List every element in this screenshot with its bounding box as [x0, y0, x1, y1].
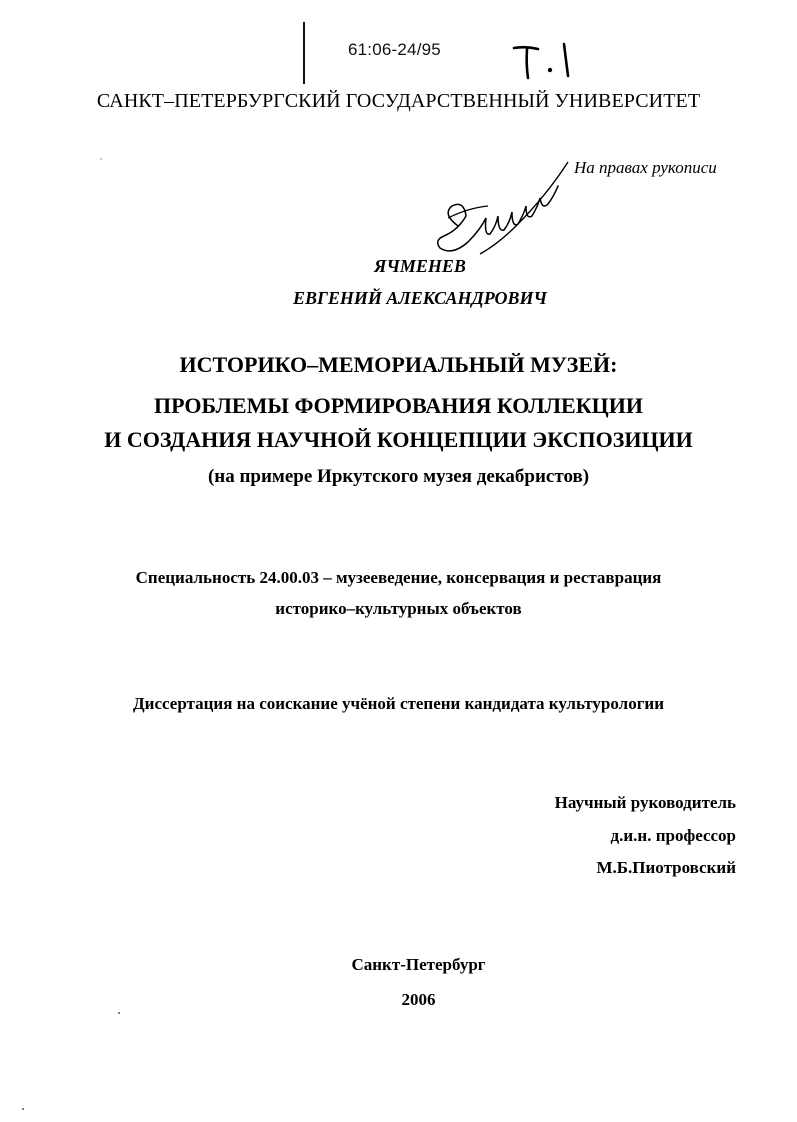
thesis-title-line-1: ИСТОРИКО–МЕМОРИАЛЬНЫЙ МУЗЕЙ:	[179, 352, 618, 377]
specialty-line-2: историко–культурных объектов	[275, 599, 522, 618]
university-name: САНКТ–ПЕТЕРБУРГСКИЙ ГОСУДАРСТВЕННЫЙ УНИВЕРСИТЕТ	[96, 90, 701, 112]
thesis-subtitle: (на примере Иркутского музея декабристов)	[207, 466, 590, 487]
scan-speck	[118, 1012, 120, 1014]
publication-city: Санкт-Петербург	[351, 955, 486, 974]
scan-speck	[100, 158, 102, 160]
handwritten-volume-note	[500, 32, 590, 84]
supervisor-role: Научный руководитель	[554, 793, 736, 812]
thesis-title-line-2: ПРОБЛЕМЫ ФОРМИРОВАНИЯ КОЛЛЕКЦИИ	[153, 393, 644, 418]
manuscript-rights-note: На правах рукописи	[574, 158, 717, 177]
specialty-line-1: Специальность 24.00.03 – музееведение, консервация и реставрация	[135, 568, 662, 587]
author-surname: ЯЧМЕНЕВ	[374, 256, 466, 276]
publication-year: 2006	[401, 990, 436, 1009]
author-signature	[428, 156, 588, 262]
thesis-title-line-3: И СОЗДАНИЯ НАУЧНОЙ КОНЦЕПЦИИ ЭКСПОЗИЦИИ	[104, 427, 693, 452]
supervisor-name: М.Б.Пиотровский	[596, 858, 736, 877]
degree-statement: Диссертация на соискание учёной степени кандидата культурологии	[132, 694, 665, 713]
archive-stamp-number: 61:06-24/95	[348, 40, 441, 59]
scan-speck	[22, 1108, 24, 1110]
stamp-divider-line	[303, 22, 305, 84]
supervisor-rank: д.и.н. профессор	[610, 826, 736, 845]
author-given-names: ЕВГЕНИЙ АЛЕКСАНДРОВИЧ	[293, 288, 547, 308]
